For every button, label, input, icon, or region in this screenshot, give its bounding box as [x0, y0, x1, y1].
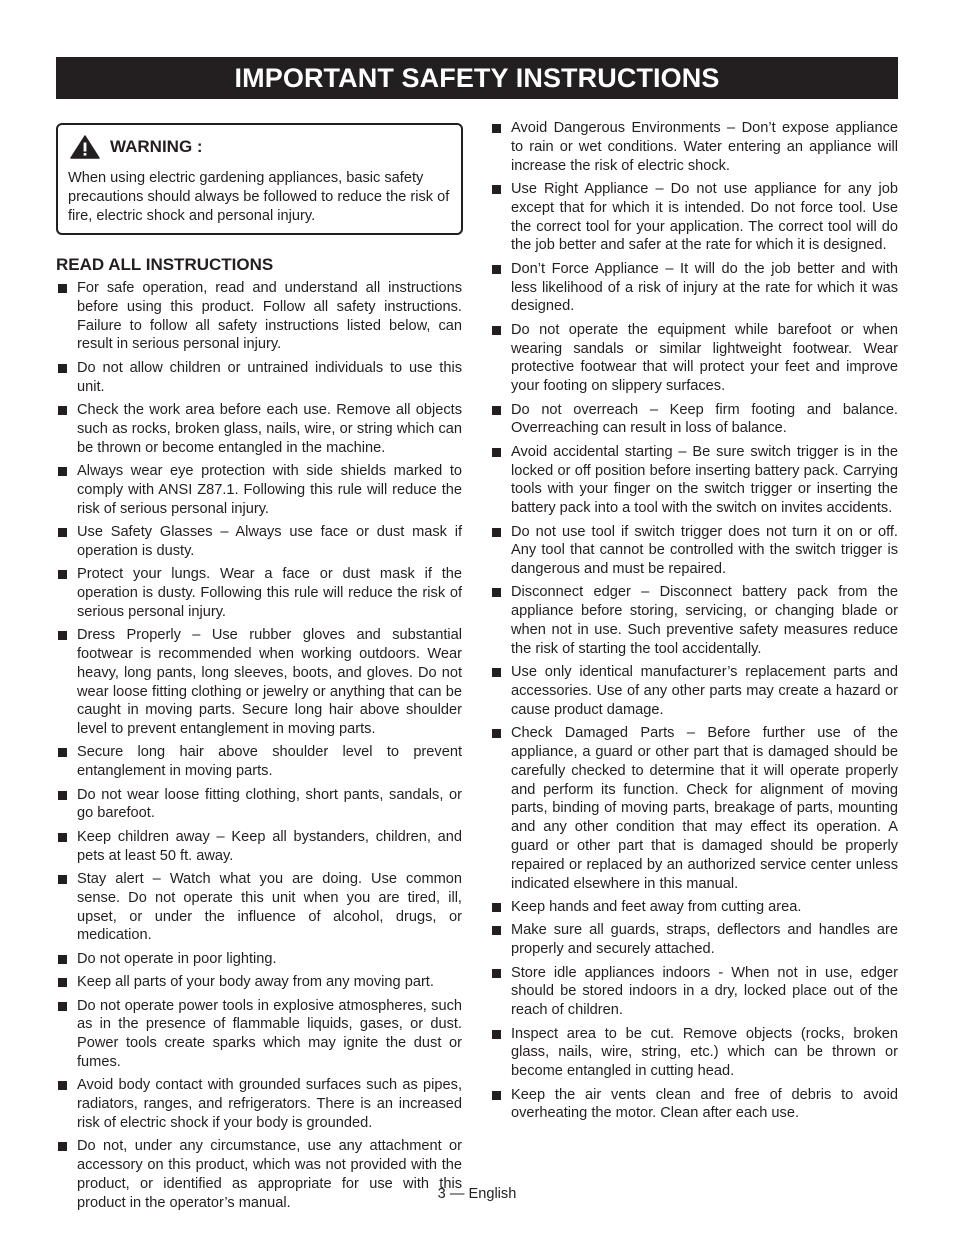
bullet-square-icon	[492, 1091, 501, 1100]
list-item	[56, 565, 462, 621]
list-item-text: Make sure all guards, straps, deflectors and handles are properly and securely attached.	[511, 922, 898, 958]
left-bullet-list	[56, 279, 462, 1213]
list-item	[490, 443, 898, 518]
list-item-text: Do not overreach – Keep firm footing and balance. Overreaching can result in loss of balance.	[511, 401, 898, 437]
list-item	[490, 898, 898, 917]
list-item	[490, 119, 898, 175]
bullet-square-icon	[492, 729, 501, 738]
list-item-text: Do not allow children or untrained individuals to use this unit.	[77, 359, 462, 395]
bullet-square-icon	[492, 265, 501, 274]
list-item	[56, 950, 462, 969]
list-item	[56, 1076, 462, 1132]
list-item-text: Keep the air vents clean and free of debris to avoid overheating the motor. Clean after each use.	[511, 1086, 898, 1122]
list-item-text: Always wear eye protection with side shields marked to comply with ANSI Z87.1. Following this rule will reduce the risk of serious personal injury.	[77, 462, 462, 517]
right-column	[490, 119, 898, 1128]
bullet-square-icon	[58, 955, 67, 964]
list-item-text: Avoid body contact with grounded surfaces such as pipes, radiators, ranges, and refrigerators. There is an increased risk of electric shock if your body is grounded.	[77, 1077, 462, 1131]
bullet-square-icon	[492, 903, 501, 912]
bullet-square-icon	[492, 528, 501, 537]
list-item-text: Disconnect edger – Disconnect battery pack from the appliance before storing, servicing, or changing blade or when not in use. Such preventive safety measures reduce the risk of starting the tool accidentally.	[511, 584, 898, 657]
list-item-text: Use Right Appliance – Do not use appliance for any job except that for which it is intended. Do not force tool. Use the correct tool for your application. The correct tool will do the job better and safer at the rate for which it is designed.	[511, 180, 898, 254]
list-item-text: Don’t Force Appliance – It will do the job better and with less likelihood of a risk of injury at the rate for which it was designed.	[511, 260, 898, 315]
list-item-text: Do not operate the equipment while barefoot or when wearing sandals or similar lightweight footwear. Wear protective footwear that will protect your feet and improve your footing on slippery surfaces.	[511, 321, 898, 395]
bullet-square-icon	[492, 926, 501, 935]
bullet-square-icon	[492, 406, 501, 415]
bullet-square-icon	[58, 833, 67, 842]
list-item-text: Use Safety Glasses – Always use face or dust mask if operation is dusty.	[77, 523, 462, 559]
list-item-text: Protect your lungs. Wear a face or dust mask if the operation is dusty. Following this rule will reduce the risk of serious personal injury.	[77, 566, 462, 620]
list-item	[56, 279, 462, 354]
bullet-square-icon	[58, 1002, 67, 1011]
list-item-text: Do not, under any circumstance, use any attachment or accessory on this product, which was not provided with the product, or identified as appropriate for use with this product in the operator’s manual.	[77, 1138, 462, 1211]
bullet-square-icon	[58, 364, 67, 373]
list-item	[490, 583, 898, 658]
warning-text: When using electric gardening appliances, basic safety precautions should always be followed to reduce the risk of fire, electric shock and personal injury.	[68, 170, 450, 224]
bullet-square-icon	[58, 467, 67, 476]
list-item	[56, 870, 462, 945]
list-item-text: Do not wear loose fitting clothing, short pants, sandals, or go barefoot.	[77, 786, 462, 822]
list-item	[56, 523, 462, 561]
list-item	[490, 260, 898, 316]
bullet-square-icon	[492, 185, 501, 194]
list-item	[490, 663, 898, 719]
list-item-text: Stay alert – Watch what you are doing. Use common sense. Do not operate this unit when you are tired, ill, upset, or under the influence of alcohol, drugs, or medication.	[77, 871, 462, 944]
list-item-text: Dress Properly – Use rubber gloves and substantial footwear is recommended when working outdoors. Wear heavy, long pants, long sleeves, boots, and gloves. Do not wear loose fitting clothing or jewelry or anything that can be caught in moving parts. Secure long hair above shoulder level to prevent entanglement in moving parts.	[77, 627, 462, 738]
list-item	[56, 997, 462, 1072]
list-item-text: Check Damaged Parts – Before further use of the appliance, a guard or other part that is damaged should be carefully checked to determine that it will operate properly and perform its function. Check for alignment of moving parts, binding of moving parts, breakage of parts, mounting and any other condition that may effect its operation. A guard or other part that is damaged should be properly repaired or replaced by an authorized service center unless indicated elsewhere in this manual.	[511, 725, 898, 892]
bullet-square-icon	[492, 588, 501, 597]
warning-label: WARNING :	[110, 137, 203, 156]
warning-triangle-icon	[70, 135, 100, 159]
list-item	[490, 921, 898, 959]
bullet-square-icon	[58, 284, 67, 293]
list-item-text: Do not operate power tools in explosive atmospheres, such as in the presence of flammable liquids, gases, or dust. Power tools create sparks which may ignite the dust or fumes.	[77, 997, 462, 1070]
left-column	[56, 123, 462, 1217]
list-item-text: Check the work area before each use. Remove all objects such as rocks, broken glass, nails, wire, or string which can be thrown or become entangled in the machine.	[77, 401, 462, 456]
list-item	[490, 1025, 898, 1081]
list-item	[56, 828, 462, 866]
warning-box	[56, 123, 463, 235]
title-bar	[56, 57, 898, 99]
list-item	[56, 786, 462, 824]
right-bullet-list	[490, 119, 898, 1123]
bullet-square-icon	[492, 448, 501, 457]
list-item-text: For safe operation, read and understand all instructions before using this product. Follow all safety instructions. Failure to follow all safety instructions listed below, can result in serious personal injury.	[77, 280, 462, 353]
list-item	[490, 523, 898, 579]
bullet-square-icon	[58, 748, 67, 757]
bullet-square-icon	[58, 631, 67, 640]
bullet-square-icon	[58, 875, 67, 884]
bullet-square-icon	[58, 791, 67, 800]
list-item	[490, 401, 898, 439]
list-item	[490, 321, 898, 396]
list-item-text: Keep hands and feet away from cutting area.	[511, 899, 802, 916]
list-item	[56, 626, 462, 739]
section-heading: READ ALL INSTRUCTIONS	[56, 255, 274, 274]
page-title: IMPORTANT SAFETY INSTRUCTIONS	[234, 62, 720, 93]
bullet-square-icon	[58, 406, 67, 415]
list-item	[56, 462, 462, 518]
bullet-square-icon	[58, 528, 67, 537]
bullet-square-icon	[492, 969, 501, 978]
list-item-text: Secure long hair above shoulder level to prevent entanglement in moving parts.	[77, 744, 462, 780]
list-item	[490, 180, 898, 255]
list-item	[56, 359, 462, 397]
bullet-square-icon	[492, 1030, 501, 1039]
list-item-text: Avoid Dangerous Environments – Don’t expose appliance to rain or wet conditions. Water entering an appliance will increase the risk of electric shock.	[511, 120, 898, 174]
bullet-square-icon	[58, 570, 67, 579]
list-item-text: Store idle appliances indoors - When not in use, edger should be stored indoors in a dry, locked place out of the reach of children.	[511, 964, 898, 1019]
list-item-text: Keep all parts of your body away from any moving part.	[77, 974, 434, 991]
list-item	[56, 401, 462, 457]
warning-header	[68, 135, 451, 159]
bullet-square-icon	[492, 326, 501, 335]
list-item-text: Inspect area to be cut. Remove objects (rocks, broken glass, nails, wire, string, etc.) which can be thrown or become entangled in cutting head.	[511, 1025, 898, 1080]
list-item-text: Keep children away – Keep all bystanders, children, and pets at least 50 ft. away.	[77, 828, 462, 864]
list-item-text: Use only identical manufacturer’s replacement parts and accessories. Use of any other parts may create a hazard or cause product damage.	[511, 664, 898, 718]
list-item	[490, 964, 898, 1020]
list-item	[56, 973, 462, 992]
bullet-square-icon	[492, 668, 501, 677]
list-item	[56, 743, 462, 781]
list-item	[490, 1086, 898, 1124]
bullet-square-icon	[58, 1081, 67, 1090]
page-footer: 3 — English	[437, 1186, 517, 1202]
list-item-text: Do not operate in poor lighting.	[77, 950, 277, 967]
bullet-square-icon	[58, 1142, 67, 1151]
list-item	[490, 724, 898, 893]
bullet-square-icon	[492, 124, 501, 133]
bullet-square-icon	[58, 978, 67, 987]
list-item-text: Do not use tool if switch trigger does not turn it on or off. Any tool that cannot be controlled with the switch trigger is dangerous and must be repaired.	[511, 523, 898, 578]
list-item-text: Avoid accidental starting – Be sure switch trigger is in the locked or off position before inserting battery pack. Carrying tools with your finger on the switch trigger or inserting the battery pack into a tool with the switch on invites accidents.	[511, 443, 898, 517]
